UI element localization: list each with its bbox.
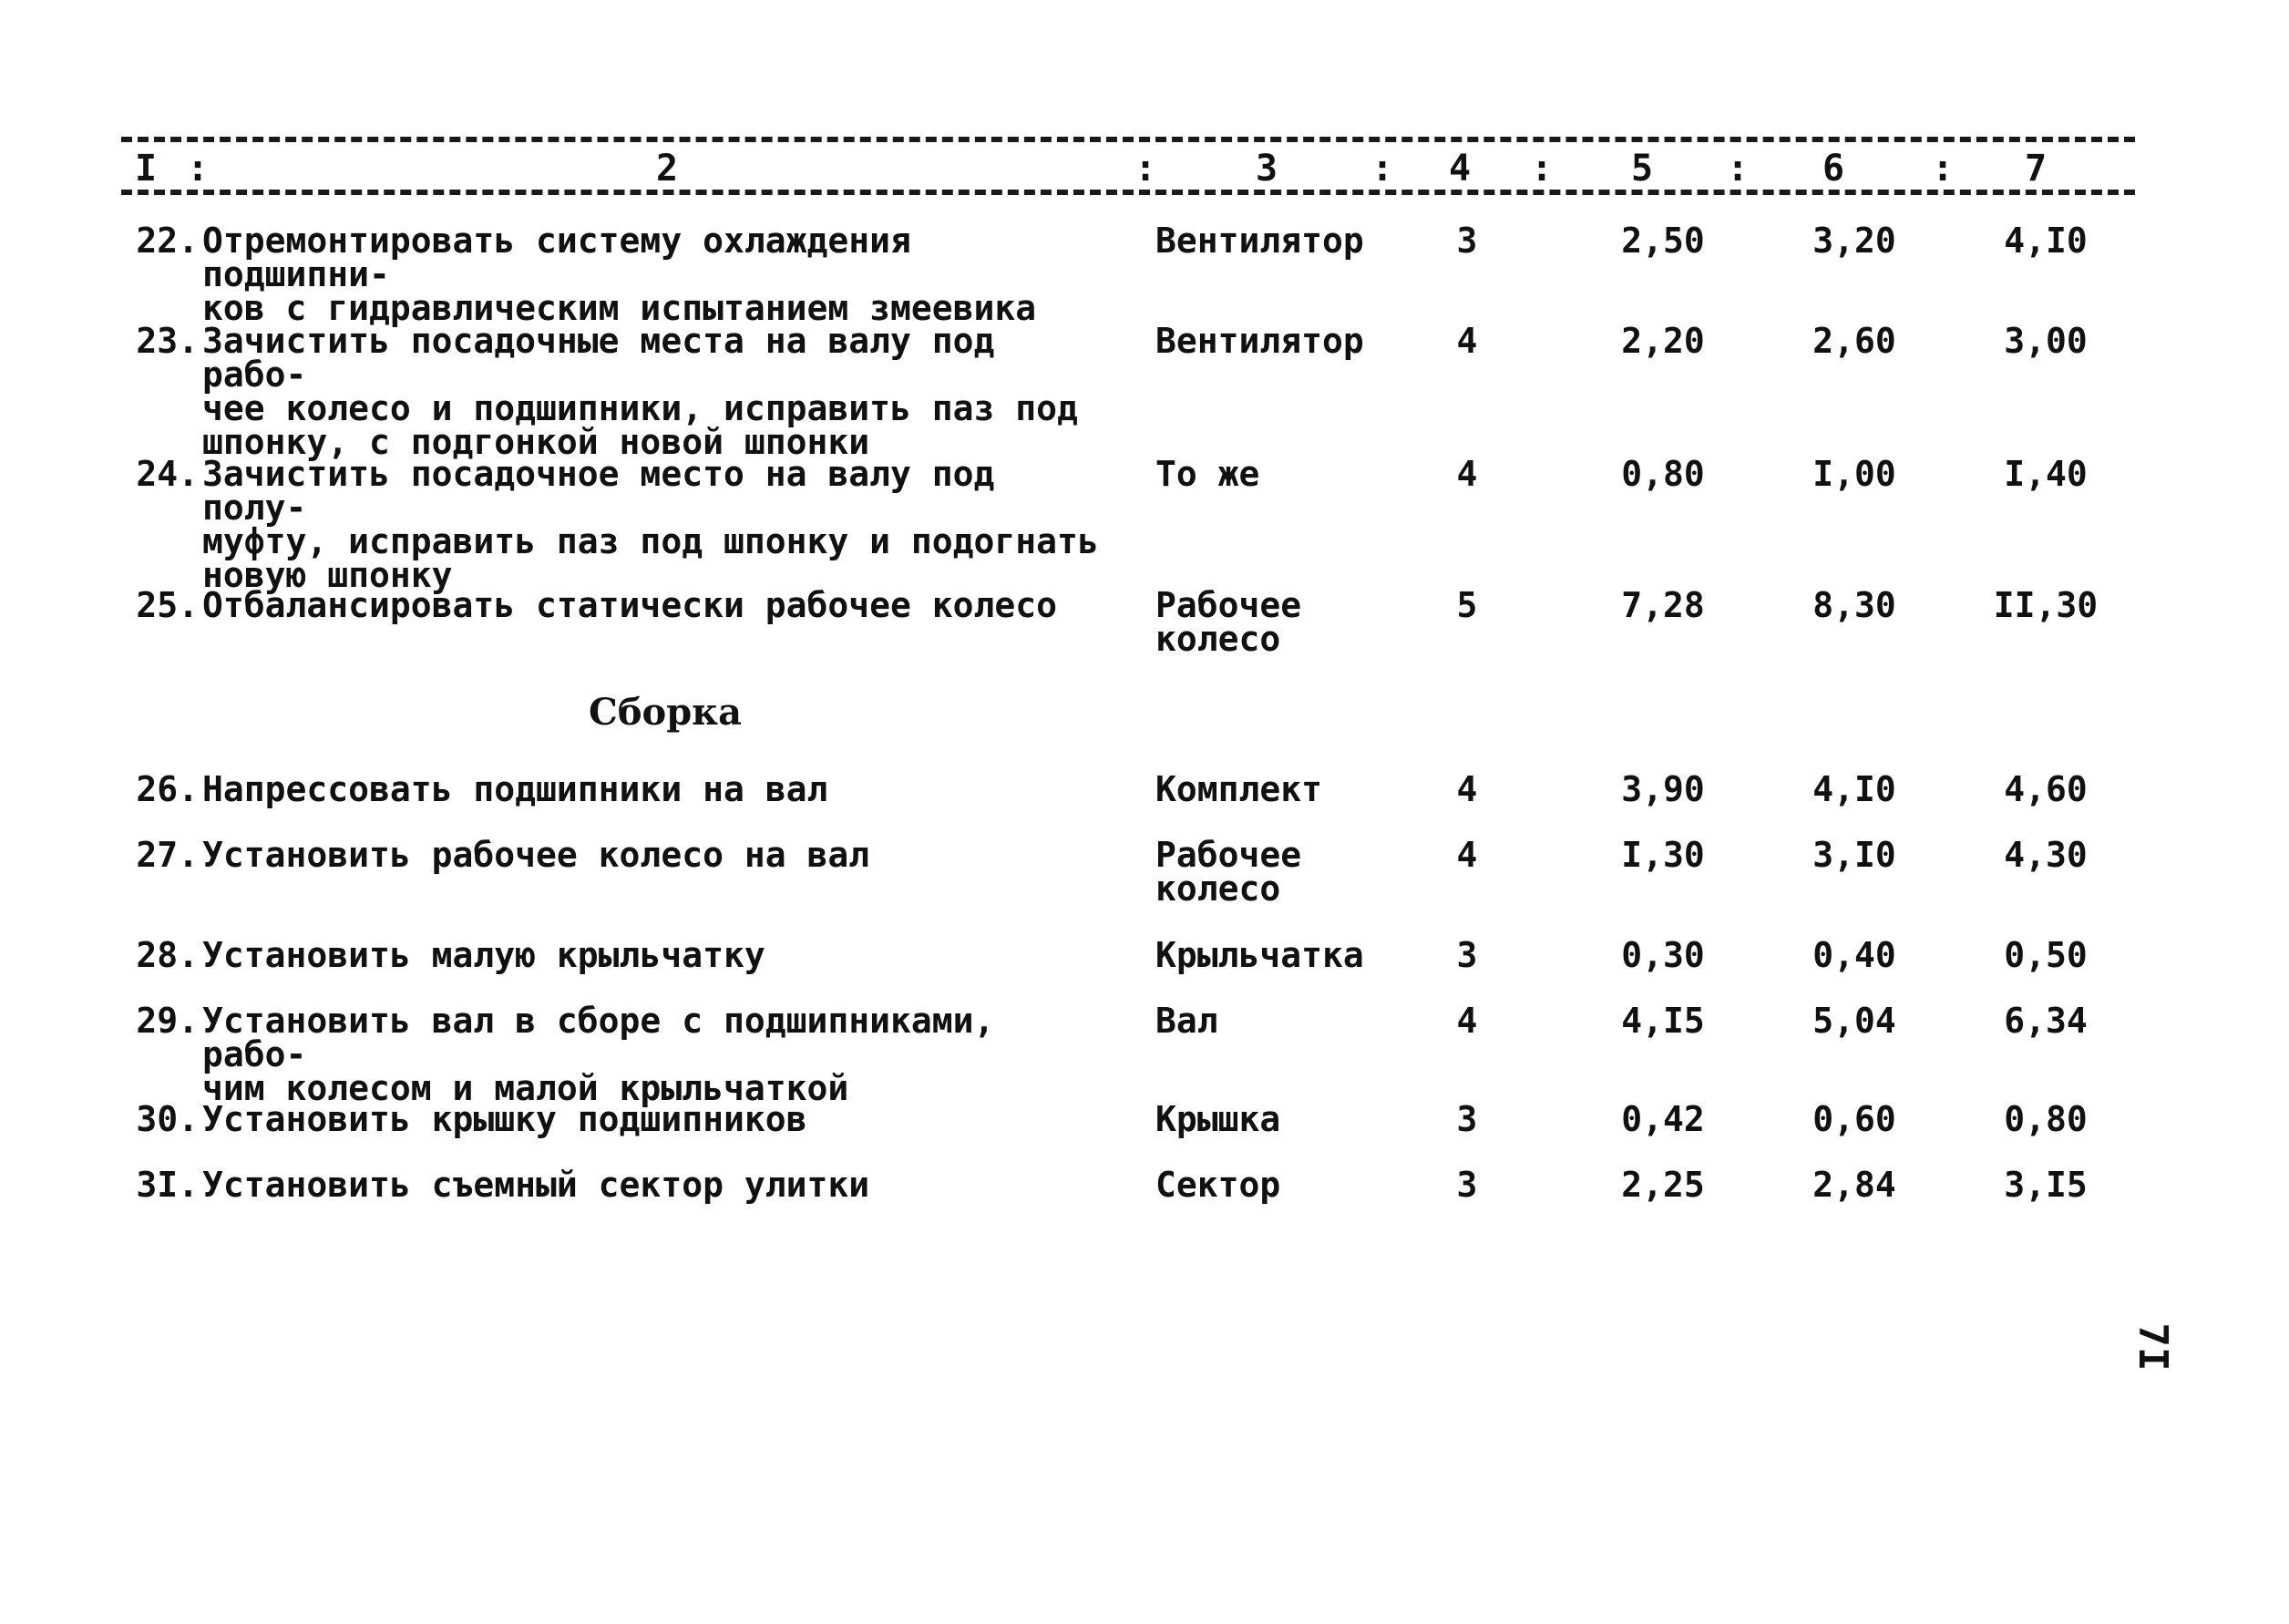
row-number: 22. — [136, 221, 199, 261]
row-value-7: 0,50 — [2004, 935, 2088, 975]
page-number: 7I — [2130, 1322, 2176, 1372]
row-value-5: 3,90 — [1621, 769, 1705, 809]
column-header-7: 7 — [2025, 148, 2048, 190]
row-description: Установить вал в сборе с подшипниками, рабо- чим колесом и малой крыльчаткой — [202, 1001, 995, 1108]
row-value-6: 5,04 — [1812, 1001, 1896, 1041]
row-description: Отремонтировать систему охлаждения подшипни- ков с гидравлическим испытанием змеевика — [202, 221, 1037, 328]
row-value-6: 4,I0 — [1812, 769, 1896, 809]
row-category: 3 — [1456, 1099, 1478, 1139]
row-description: Установить рабочее колесо на вал — [202, 835, 870, 875]
column-separator: : — [187, 148, 210, 190]
row-unit: Комплект — [1155, 769, 1323, 809]
row-number: 28. — [136, 935, 199, 975]
row-description: Установить крышку подшипников — [202, 1099, 807, 1139]
row-value-5: 2,25 — [1621, 1165, 1705, 1205]
row-value-5: 2,20 — [1621, 321, 1705, 361]
top-rule — [121, 137, 2135, 142]
row-category: 5 — [1456, 585, 1478, 625]
row-number: 24. — [136, 454, 199, 494]
column-header-6: 6 — [1822, 148, 1845, 190]
row-value-5: 0,80 — [1621, 454, 1705, 494]
row-description: Напрессовать подшипники на вал — [202, 769, 828, 809]
column-header-1: I — [135, 148, 158, 190]
row-unit: Вал — [1155, 1001, 1218, 1041]
column-header-2: 2 — [656, 148, 679, 190]
row-category: 4 — [1456, 454, 1478, 494]
row-value-6: 3,I0 — [1812, 835, 1896, 875]
section-heading: Сборка — [589, 691, 742, 734]
row-value-7: I,40 — [2004, 454, 2088, 494]
row-category: 4 — [1456, 1001, 1478, 1041]
row-description: Зачистить посадочные места на валу под рабо- чее колесо и подшипники, исправить паз под шпонку, с подгонкой новой шпонки — [202, 321, 1078, 462]
row-value-5: I,30 — [1621, 835, 1705, 875]
row-category: 3 — [1456, 935, 1478, 975]
row-number: 30. — [136, 1099, 199, 1139]
column-separator: : — [1727, 148, 1750, 190]
row-unit: То же — [1155, 454, 1260, 494]
row-value-7: 6,34 — [2004, 1001, 2088, 1041]
row-unit: Сектор — [1155, 1165, 1281, 1205]
row-category: 4 — [1456, 769, 1478, 809]
row-category: 3 — [1456, 1165, 1478, 1205]
row-number: 29. — [136, 1001, 199, 1041]
column-separator: : — [1371, 148, 1394, 190]
row-unit: Рабочее колесо — [1155, 585, 1302, 659]
row-description: Отбалансировать статически рабочее колесо — [202, 585, 1057, 625]
row-value-5: 2,50 — [1621, 221, 1705, 261]
row-number: 25. — [136, 585, 199, 625]
row-value-7: 3,I5 — [2004, 1165, 2088, 1205]
row-value-7: 0,80 — [2004, 1099, 2088, 1139]
row-value-6: I,00 — [1812, 454, 1896, 494]
row-value-7: II,30 — [1993, 585, 2099, 625]
row-number: 3I. — [136, 1165, 199, 1205]
row-unit: Крышка — [1155, 1099, 1281, 1139]
row-value-5: 7,28 — [1621, 585, 1705, 625]
row-value-5: 0,42 — [1621, 1099, 1705, 1139]
row-value-7: 4,I0 — [2004, 221, 2088, 261]
row-value-6: 2,60 — [1812, 321, 1896, 361]
row-number: 27. — [136, 835, 199, 875]
column-header-5: 5 — [1631, 148, 1654, 190]
row-number: 23. — [136, 321, 199, 361]
row-value-6: 0,60 — [1812, 1099, 1896, 1139]
row-number: 26. — [136, 769, 199, 809]
row-unit: Вентилятор — [1155, 321, 1364, 361]
row-value-7: 3,00 — [2004, 321, 2088, 361]
row-category: 3 — [1456, 221, 1478, 261]
row-description: Установить малую крыльчатку — [202, 935, 765, 975]
column-separator: : — [1134, 148, 1157, 190]
column-header-4: 4 — [1449, 148, 1472, 190]
header-rule — [121, 190, 2135, 195]
column-separator: : — [1531, 148, 1554, 190]
row-value-5: 4,I5 — [1621, 1001, 1705, 1041]
row-unit: Рабочее колесо — [1155, 835, 1302, 909]
row-value-7: 4,60 — [2004, 769, 2088, 809]
column-header-3: 3 — [1256, 148, 1278, 190]
row-description: Установить съемный сектор улитки — [202, 1165, 870, 1205]
row-category: 4 — [1456, 321, 1478, 361]
row-value-6: 2,84 — [1812, 1165, 1896, 1205]
row-value-6: 3,20 — [1812, 221, 1896, 261]
row-value-7: 4,30 — [2004, 835, 2088, 875]
row-category: 4 — [1456, 835, 1478, 875]
row-description: Зачистить посадочное место на валу под полу- муфту, исправить паз под шпонку и подогнать новую шпонку — [202, 454, 1099, 595]
row-value-5: 0,30 — [1621, 935, 1705, 975]
row-unit: Вентилятор — [1155, 221, 1364, 261]
row-value-6: 0,40 — [1812, 935, 1896, 975]
row-value-6: 8,30 — [1812, 585, 1896, 625]
row-unit: Крыльчатка — [1155, 935, 1364, 975]
column-separator: : — [1932, 148, 1955, 190]
